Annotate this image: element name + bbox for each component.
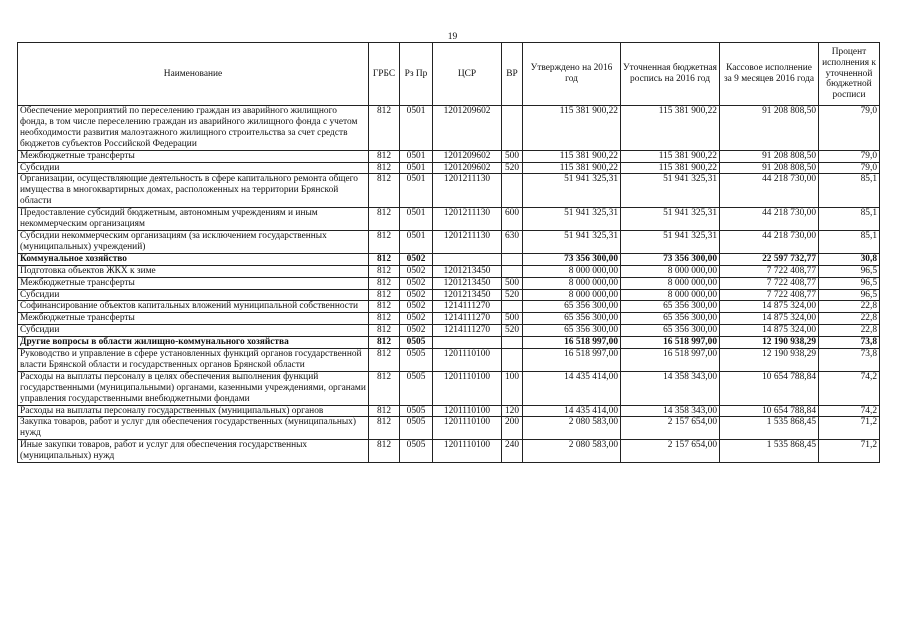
row-percent: 22,8 bbox=[819, 313, 880, 325]
row-cash: 14 875 324,00 bbox=[720, 313, 819, 325]
row-rzpr: 0501 bbox=[400, 208, 433, 231]
row-name: Межбюджетные трансферты bbox=[18, 277, 369, 289]
header-vr: ВР bbox=[502, 43, 523, 106]
row-name: Межбюджетные трансферты bbox=[18, 150, 369, 162]
row-approved: 51 941 325,31 bbox=[523, 174, 621, 208]
row-percent: 30,8 bbox=[819, 253, 880, 265]
row-cash: 91 208 808,50 bbox=[720, 106, 819, 151]
row-cash: 44 218 730,00 bbox=[720, 208, 819, 231]
row-csr: 1214111270 bbox=[433, 313, 502, 325]
row-percent: 22,8 bbox=[819, 301, 880, 313]
row-grbs: 812 bbox=[369, 253, 400, 265]
row-name: Иные закупки товаров, работ и услуг для обеспечения государственных (муниципальных) нужд bbox=[18, 440, 369, 463]
row-vr bbox=[502, 349, 523, 372]
table-row bbox=[18, 162, 880, 174]
row-vr bbox=[502, 265, 523, 277]
row-csr bbox=[433, 253, 502, 265]
row-cash: 10 654 788,84 bbox=[720, 371, 819, 405]
row-csr: 1201110100 bbox=[433, 440, 502, 463]
row-cash: 44 218 730,00 bbox=[720, 174, 819, 208]
row-rzpr: 0505 bbox=[400, 337, 433, 349]
table-row bbox=[18, 417, 880, 440]
header-csr: ЦСР bbox=[433, 43, 502, 106]
row-cash: 91 208 808,50 bbox=[720, 162, 819, 174]
row-refined: 8 000 000,00 bbox=[621, 289, 720, 301]
row-name: Софинансирование объектов капитальных вложений муниципальной собственности bbox=[18, 301, 369, 313]
row-name: Субсидии некоммерческим организациям (за исключением государственных (муниципальных) учреждений) bbox=[18, 230, 369, 253]
table-row bbox=[18, 265, 880, 277]
row-approved: 2 080 583,00 bbox=[523, 440, 621, 463]
row-csr: 1201110100 bbox=[433, 417, 502, 440]
row-name: Организации, осуществляющие деятельность в сфере капитального ремонта общего имущества в многоквартирных домах, расположенных на территории Брянской области bbox=[18, 174, 369, 208]
row-refined: 14 358 343,00 bbox=[621, 371, 720, 405]
row-cash: 12 190 938,29 bbox=[720, 337, 819, 349]
row-percent: 85,1 bbox=[819, 230, 880, 253]
table-row bbox=[18, 440, 880, 463]
row-approved: 115 381 900,22 bbox=[523, 162, 621, 174]
row-refined: 115 381 900,22 bbox=[621, 106, 720, 151]
row-name: Расходы на выплаты персоналу государственных (муниципальных) органов bbox=[18, 405, 369, 417]
row-rzpr: 0501 bbox=[400, 106, 433, 151]
row-csr: 1214111270 bbox=[433, 301, 502, 313]
table-row bbox=[18, 325, 880, 337]
row-name: Руководство и управление в сфере установленных функций органов государственной власти Брянской области и государственных органов Брянской области bbox=[18, 349, 369, 372]
row-approved: 16 518 997,00 bbox=[523, 337, 621, 349]
row-grbs: 812 bbox=[369, 405, 400, 417]
row-vr: 100 bbox=[502, 371, 523, 405]
row-refined: 8 000 000,00 bbox=[621, 265, 720, 277]
row-csr: 1201110100 bbox=[433, 405, 502, 417]
table-row bbox=[18, 106, 880, 151]
row-percent: 96,5 bbox=[819, 289, 880, 301]
row-approved: 51 941 325,31 bbox=[523, 230, 621, 253]
row-vr bbox=[502, 301, 523, 313]
row-vr: 520 bbox=[502, 325, 523, 337]
row-vr: 500 bbox=[502, 277, 523, 289]
row-rzpr: 0501 bbox=[400, 150, 433, 162]
row-vr: 520 bbox=[502, 162, 523, 174]
row-vr bbox=[502, 337, 523, 349]
row-cash: 12 190 938,29 bbox=[720, 349, 819, 372]
row-percent: 96,5 bbox=[819, 265, 880, 277]
row-grbs: 812 bbox=[369, 289, 400, 301]
row-rzpr: 0505 bbox=[400, 371, 433, 405]
row-csr: 1201209602 bbox=[433, 150, 502, 162]
row-grbs: 812 bbox=[369, 162, 400, 174]
row-refined: 51 941 325,31 bbox=[621, 230, 720, 253]
row-grbs: 812 bbox=[369, 325, 400, 337]
row-refined: 2 157 654,00 bbox=[621, 440, 720, 463]
row-approved: 73 356 300,00 bbox=[523, 253, 621, 265]
row-name: Субсидии bbox=[18, 289, 369, 301]
row-vr: 500 bbox=[502, 150, 523, 162]
row-refined: 115 381 900,22 bbox=[621, 150, 720, 162]
row-approved: 8 000 000,00 bbox=[523, 277, 621, 289]
table-row bbox=[18, 337, 880, 349]
row-grbs: 812 bbox=[369, 337, 400, 349]
row-rzpr: 0501 bbox=[400, 162, 433, 174]
row-cash: 7 722 408,77 bbox=[720, 289, 819, 301]
row-cash: 10 654 788,84 bbox=[720, 405, 819, 417]
row-rzpr: 0502 bbox=[400, 265, 433, 277]
row-refined: 51 941 325,31 bbox=[621, 208, 720, 231]
row-grbs: 812 bbox=[369, 277, 400, 289]
row-approved: 14 435 414,00 bbox=[523, 371, 621, 405]
table-row bbox=[18, 230, 880, 253]
row-percent: 71,2 bbox=[819, 417, 880, 440]
row-percent: 73,8 bbox=[819, 337, 880, 349]
table-row bbox=[18, 349, 880, 372]
row-cash: 1 535 868,45 bbox=[720, 440, 819, 463]
row-approved: 115 381 900,22 bbox=[523, 106, 621, 151]
table-row bbox=[18, 289, 880, 301]
row-grbs: 812 bbox=[369, 150, 400, 162]
row-name: Субсидии bbox=[18, 325, 369, 337]
table-body bbox=[18, 106, 880, 463]
row-refined: 65 356 300,00 bbox=[621, 301, 720, 313]
row-vr bbox=[502, 174, 523, 208]
row-cash: 14 875 324,00 bbox=[720, 301, 819, 313]
row-percent: 96,5 bbox=[819, 277, 880, 289]
row-percent: 79,0 bbox=[819, 162, 880, 174]
table-row bbox=[18, 208, 880, 231]
row-cash: 44 218 730,00 bbox=[720, 230, 819, 253]
row-name: Обеспечение мероприятий по переселению граждан из аварийного жилищного фонда, в том числе переселению граждан из аварийного жилищного фонда с учетом необходимости развития малоэтажного жилищного строительства за счет средств бюджетов субъектов Российской Федерации bbox=[18, 106, 369, 151]
row-name: Другие вопросы в области жилищно-коммунального хозяйства bbox=[18, 337, 369, 349]
row-grbs: 812 bbox=[369, 265, 400, 277]
row-name: Предоставление субсидий бюджетным, автономным учреждениям и иным некоммерческим организациям bbox=[18, 208, 369, 231]
row-approved: 51 941 325,31 bbox=[523, 208, 621, 231]
row-rzpr: 0505 bbox=[400, 349, 433, 372]
row-percent: 79,0 bbox=[819, 150, 880, 162]
row-grbs: 812 bbox=[369, 106, 400, 151]
row-approved: 65 356 300,00 bbox=[523, 325, 621, 337]
table-row bbox=[18, 405, 880, 417]
row-csr: 1201209602 bbox=[433, 162, 502, 174]
row-percent: 74,2 bbox=[819, 371, 880, 405]
row-percent: 85,1 bbox=[819, 208, 880, 231]
table-row bbox=[18, 253, 880, 265]
table-header-row bbox=[18, 43, 880, 106]
row-approved: 115 381 900,22 bbox=[523, 150, 621, 162]
row-refined: 115 381 900,22 bbox=[621, 162, 720, 174]
row-rzpr: 0505 bbox=[400, 405, 433, 417]
row-refined: 2 157 654,00 bbox=[621, 417, 720, 440]
row-name: Расходы на выплаты персоналу в целях обеспечения выполнения функций государственными (муниципальными) органами, казенными учреждениями, органами управления государственными внебюджетными фондами bbox=[18, 371, 369, 405]
row-csr: 1201110100 bbox=[433, 371, 502, 405]
row-cash: 7 722 408,77 bbox=[720, 265, 819, 277]
row-rzpr: 0502 bbox=[400, 301, 433, 313]
row-rzpr: 0502 bbox=[400, 253, 433, 265]
row-csr: 1214111270 bbox=[433, 325, 502, 337]
row-grbs: 812 bbox=[369, 208, 400, 231]
row-vr: 600 bbox=[502, 208, 523, 231]
header-grbs: ГРБС bbox=[369, 43, 400, 106]
row-vr: 500 bbox=[502, 313, 523, 325]
row-csr: 1201213450 bbox=[433, 289, 502, 301]
row-name: Закупка товаров, работ и услуг для обеспечения государственных (муниципальных) нужд bbox=[18, 417, 369, 440]
row-refined: 14 358 343,00 bbox=[621, 405, 720, 417]
row-cash: 22 597 732,77 bbox=[720, 253, 819, 265]
row-name: Субсидии bbox=[18, 162, 369, 174]
row-name: Межбюджетные трансферты bbox=[18, 313, 369, 325]
row-refined: 51 941 325,31 bbox=[621, 174, 720, 208]
row-percent: 71,2 bbox=[819, 440, 880, 463]
row-rzpr: 0502 bbox=[400, 277, 433, 289]
table-row bbox=[18, 371, 880, 405]
row-vr: 520 bbox=[502, 289, 523, 301]
row-approved: 8 000 000,00 bbox=[523, 289, 621, 301]
row-percent: 85,1 bbox=[819, 174, 880, 208]
row-approved: 16 518 997,00 bbox=[523, 349, 621, 372]
table-row bbox=[18, 313, 880, 325]
row-grbs: 812 bbox=[369, 349, 400, 372]
row-csr: 1201211130 bbox=[433, 230, 502, 253]
row-vr: 240 bbox=[502, 440, 523, 463]
row-rzpr: 0505 bbox=[400, 417, 433, 440]
row-refined: 73 356 300,00 bbox=[621, 253, 720, 265]
row-approved: 65 356 300,00 bbox=[523, 313, 621, 325]
row-grbs: 812 bbox=[369, 440, 400, 463]
header-cash: Кассовое исполнение за 9 месяцев 2016 года bbox=[720, 43, 819, 106]
row-vr: 200 bbox=[502, 417, 523, 440]
header-refined: Уточненная бюджетная роспись на 2016 год bbox=[621, 43, 720, 106]
row-refined: 65 356 300,00 bbox=[621, 325, 720, 337]
row-grbs: 812 bbox=[369, 417, 400, 440]
row-vr: 630 bbox=[502, 230, 523, 253]
row-csr bbox=[433, 337, 502, 349]
row-cash: 7 722 408,77 bbox=[720, 277, 819, 289]
row-rzpr: 0502 bbox=[400, 289, 433, 301]
header-name: Наименование bbox=[18, 43, 369, 106]
row-rzpr: 0505 bbox=[400, 440, 433, 463]
table-row bbox=[18, 150, 880, 162]
row-csr: 1201211130 bbox=[433, 174, 502, 208]
row-percent: 79,0 bbox=[819, 106, 880, 151]
row-refined: 16 518 997,00 bbox=[621, 349, 720, 372]
budget-table bbox=[17, 42, 880, 463]
row-rzpr: 0502 bbox=[400, 313, 433, 325]
page-number: 19 bbox=[447, 32, 458, 42]
row-cash: 14 875 324,00 bbox=[720, 325, 819, 337]
header-approved: Утверждено на 2016 год bbox=[523, 43, 621, 106]
row-vr: 120 bbox=[502, 405, 523, 417]
row-csr: 1201211130 bbox=[433, 208, 502, 231]
row-rzpr: 0501 bbox=[400, 230, 433, 253]
row-approved: 65 356 300,00 bbox=[523, 301, 621, 313]
row-refined: 16 518 997,00 bbox=[621, 337, 720, 349]
row-rzpr: 0502 bbox=[400, 325, 433, 337]
row-grbs: 812 bbox=[369, 371, 400, 405]
table-row bbox=[18, 301, 880, 313]
row-refined: 8 000 000,00 bbox=[621, 277, 720, 289]
row-grbs: 812 bbox=[369, 174, 400, 208]
row-cash: 91 208 808,50 bbox=[720, 150, 819, 162]
row-percent: 73,8 bbox=[819, 349, 880, 372]
row-percent: 22,8 bbox=[819, 325, 880, 337]
row-cash: 1 535 868,45 bbox=[720, 417, 819, 440]
row-approved: 2 080 583,00 bbox=[523, 417, 621, 440]
header-percent: Процент исполнения к уточненной бюджетной росписи bbox=[819, 43, 880, 106]
row-percent: 74,2 bbox=[819, 405, 880, 417]
row-csr: 1201209602 bbox=[433, 106, 502, 151]
row-csr: 1201213450 bbox=[433, 265, 502, 277]
row-name: Подготовка объектов ЖКХ к зиме bbox=[18, 265, 369, 277]
row-grbs: 812 bbox=[369, 313, 400, 325]
row-refined: 65 356 300,00 bbox=[621, 313, 720, 325]
row-approved: 8 000 000,00 bbox=[523, 265, 621, 277]
row-name: Коммунальное хозяйство bbox=[18, 253, 369, 265]
table-row bbox=[18, 174, 880, 208]
row-vr bbox=[502, 253, 523, 265]
row-vr bbox=[502, 106, 523, 151]
row-csr: 1201213450 bbox=[433, 277, 502, 289]
row-csr: 1201110100 bbox=[433, 349, 502, 372]
table-row bbox=[18, 277, 880, 289]
row-approved: 14 435 414,00 bbox=[523, 405, 621, 417]
row-grbs: 812 bbox=[369, 301, 400, 313]
row-rzpr: 0501 bbox=[400, 174, 433, 208]
header-rzpr: Рз Пр bbox=[400, 43, 433, 106]
row-grbs: 812 bbox=[369, 230, 400, 253]
